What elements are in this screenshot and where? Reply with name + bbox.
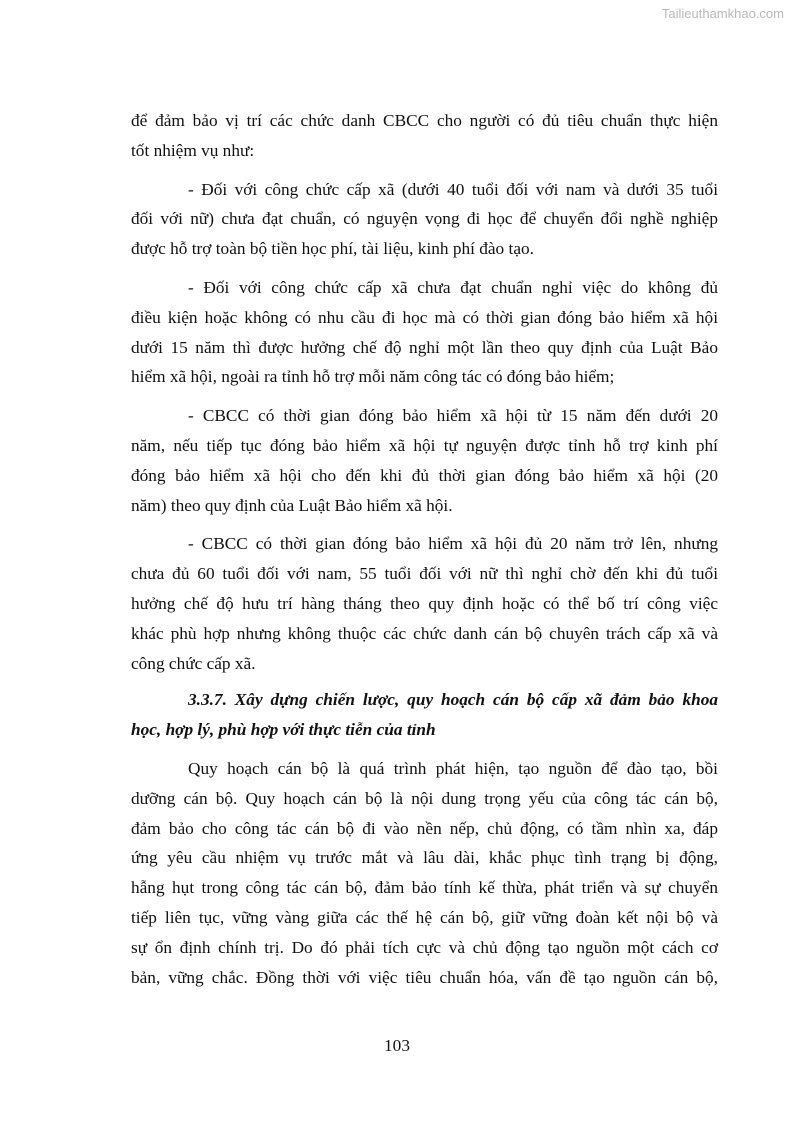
paragraph <box>131 529 718 678</box>
text-line: năm) theo quy định của Luật Bảo hiểm xã hội. <box>131 495 453 515</box>
text-line: 3.3.7. Xây dựng chiến lược, quy hoạch cán bộ cấp xã đảm bảo khoa <box>188 690 718 710</box>
text-line: tốt nhiệm vụ như: <box>131 140 255 160</box>
text-line: đảm bảo cho công tác cán bộ đi vào nền nếp, chủ động, có tầm nhìn xa, đáp <box>131 818 718 838</box>
text-line: - CBCC có thời gian đóng bảo hiểm xã hội từ 15 năm đến dưới 20 <box>188 406 718 426</box>
text-line: đối với nữ) chưa đạt chuẩn, có nguyện vọng đi học để chuyển đổi nghề nghiệp <box>131 209 718 229</box>
text-line: điều kiện hoặc không có nhu cầu đi học mà có thời gian đóng bảo hiểm xã hội <box>131 307 718 327</box>
section-heading <box>131 685 718 745</box>
text-line: hưởng chế độ hưu trí hàng tháng theo quy định hoặc có thể bố trí công việc <box>131 593 718 613</box>
text-line: Quy hoạch cán bộ là quá trình phát hiện, tạo nguồn để đào tạo, bồi <box>188 758 718 778</box>
text-line: được hỗ trợ toàn bộ tiền học phí, tài liệu, kinh phí đào tạo. <box>131 239 534 259</box>
text-line: chưa đủ 60 tuổi đối với nam, 55 tuổi đối với nữ thì nghỉ chờ đến khi đủ tuổi <box>131 564 718 584</box>
paragraph <box>131 175 718 264</box>
text-line: dưỡng cán bộ. Quy hoạch cán bộ là nội dung trọng yếu của công tác cán bộ, <box>131 788 718 808</box>
paragraph <box>131 106 718 166</box>
text-line: năm, nếu tiếp tục đóng bảo hiểm xã hội tự nguyện được tỉnh hỗ trợ kinh phí <box>131 435 718 455</box>
paragraph <box>131 401 718 520</box>
text-line: ứng yêu cầu nhiệm vụ trước mắt và lâu dài, khắc phục tình trạng bị động, <box>131 848 718 868</box>
paragraph <box>131 273 718 392</box>
text-line: dưới 15 năm thì được hưởng chế độ nghỉ một lần theo quy định của Luật Bảo <box>131 337 718 357</box>
text-line: - Đối với công chức cấp xã (dưới 40 tuổi đối với nam và dưới 35 tuổi <box>188 179 718 199</box>
text-line: khác phù hợp nhưng không thuộc các chức danh cán bộ chuyên trách cấp xã và <box>131 623 718 643</box>
document-body <box>131 106 718 1001</box>
text-line: đóng bảo hiểm xã hội cho đến khi đủ thời gian đóng bảo hiểm xã hội (20 <box>131 465 718 485</box>
text-line: học, hợp lý, phù hợp với thực tiễn của tỉnh <box>131 720 436 740</box>
text-line: - CBCC có thời gian đóng bảo hiểm xã hội đủ 20 năm trở lên, nhưng <box>188 534 718 554</box>
text-line: hiểm xã hội, ngoài ra tỉnh hỗ trợ mỗi năm công tác có đóng bảo hiểm; <box>131 367 615 387</box>
text-line: bản, vững chắc. Đồng thời với việc tiêu chuẩn hóa, vấn đề tạo nguồn cán bộ, <box>131 967 718 987</box>
text-line: tiếp liên tục, vững vàng giữa các thế hệ cán bộ, giữ vững đoàn kết nội bộ và <box>131 907 718 927</box>
paragraph <box>131 754 718 992</box>
text-line: sự ổn định chính trị. Do đó phải tích cực và chủ động tạo nguồn một cách cơ <box>131 937 718 957</box>
text-line: hẫng hụt trong công tác cán bộ, đảm bảo tính kế thừa, phát triển và sự chuyển <box>131 878 718 898</box>
text-line: - Đối với công chức cấp xã chưa đạt chuẩn nghỉ việc do không đủ <box>188 277 718 297</box>
page-number: 103 <box>384 1036 410 1055</box>
text-line: công chức cấp xã. <box>131 653 256 673</box>
watermark: Tailieuthamkhao.com <box>661 6 784 21</box>
text-line: để đảm bảo vị trí các chức danh CBCC cho người có đủ tiêu chuẩn thực hiện <box>131 111 718 130</box>
